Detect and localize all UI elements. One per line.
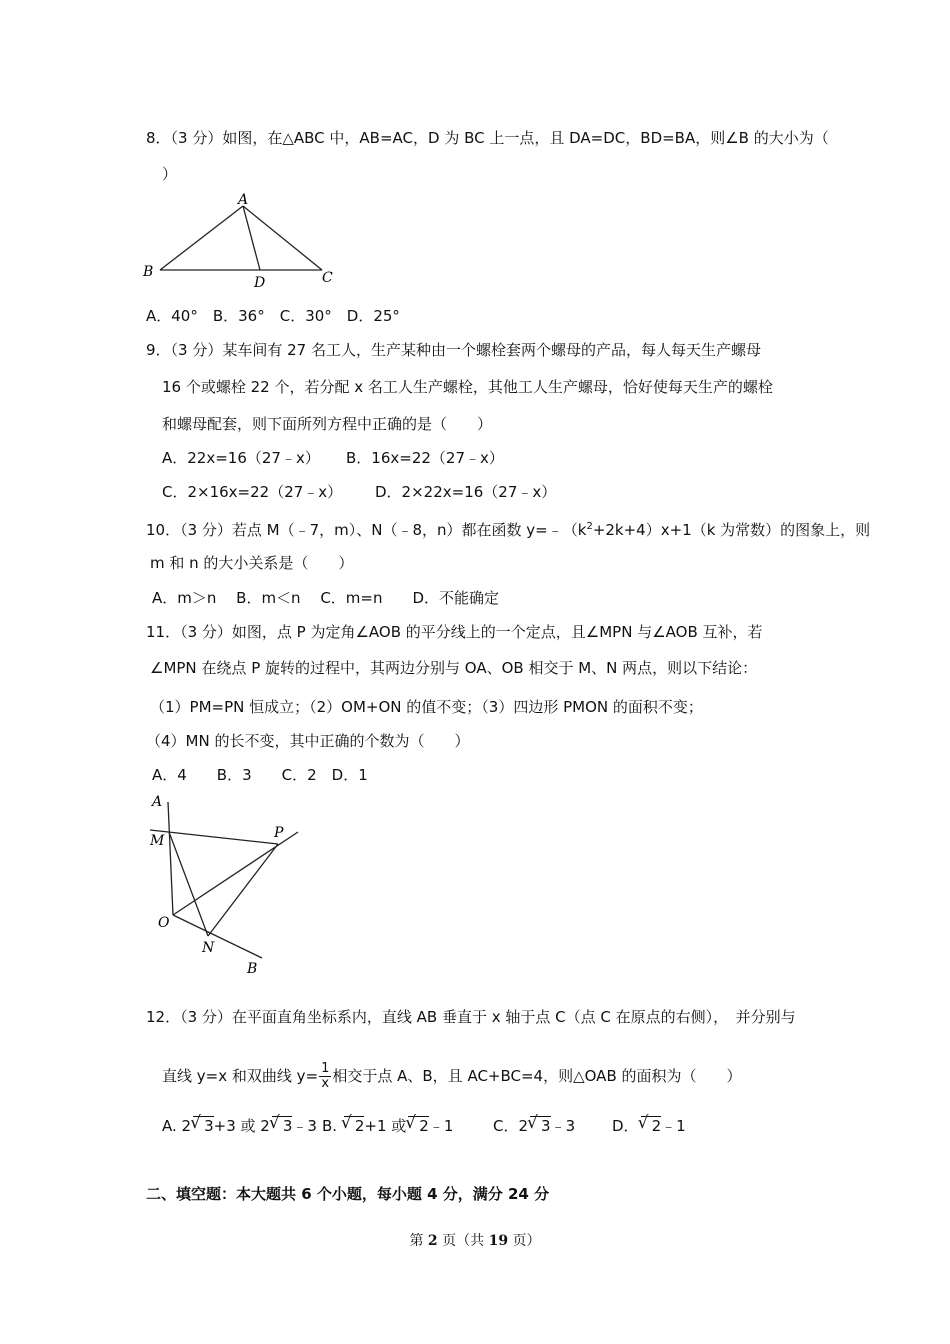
q11-bisector-op	[173, 832, 298, 915]
q12-option-a-root2: √ 3	[272, 1116, 293, 1135]
q8-label-b: B	[143, 264, 154, 280]
q12-line1: 12．（3 分）在平面直角坐标系内，直线 AB 垂直于 x 轴于点 C（点 C 在原点的右侧）， 并分别与	[146, 1008, 796, 1026]
q8-segment-ad	[243, 206, 260, 270]
q12-option-d-root: √ 2	[641, 1116, 662, 1135]
q12-option-b-root2: √ 2	[408, 1116, 429, 1135]
q11-segment-mn	[169, 832, 208, 936]
q9-option-b: B．16x=22（27﹣x）	[346, 449, 504, 467]
q9-option-a: A．22x=16（27﹣x）	[162, 449, 320, 467]
footer-prefix: 第	[409, 1233, 428, 1249]
q8-triangle-figure	[140, 190, 340, 290]
q11-options: A．4 B．3 C．2 D．1	[152, 766, 368, 784]
q9-option-d: D．2×22x=16（27﹣x）	[375, 483, 557, 501]
q10-line1-end: +2k+4）x+1（k 为常数）的图象上，则	[592, 521, 871, 539]
q8-line2: ）	[162, 165, 178, 183]
q11-label-o: O	[158, 915, 170, 931]
q12-option-a-root1: √ 3	[193, 1116, 214, 1135]
q12-option-a-post: ﹣3	[292, 1117, 317, 1135]
q11-label-n: N	[202, 940, 215, 956]
q12-option-b-post: ﹣1	[428, 1117, 454, 1135]
q11-ray-oa	[168, 802, 173, 915]
q11-label-b: B	[247, 961, 258, 977]
q9-option-c: C．2×16x=22（27﹣x）	[162, 483, 343, 501]
q12-fraction	[319, 1062, 331, 1091]
page-footer	[0, 1230, 950, 1250]
q12-option-d-post: ﹣1	[661, 1117, 686, 1135]
q12-option-c-pre: C．2	[493, 1117, 529, 1135]
q10-options: A．m＞n B．m＜n C．m=n D．不能确定	[152, 589, 500, 607]
q11-line2: ∠MPN 在绕点 P 旋转的过程中，其两边分别与 OA、OB 相交于 M、N 两点，则以下结论：	[150, 659, 758, 677]
q11-line3: （1）PM=PN 恒成立；（2）OM+ON 的值不变；（3）四边形 PMON 的面积不变；	[150, 698, 703, 716]
q12-fraction-numerator: 1	[321, 1061, 330, 1076]
q11-label-a: A	[152, 794, 163, 810]
footer-suffix: 页）	[508, 1233, 541, 1249]
q9-line2: 16 个或螺栓 22 个，若分配 x 名工人生产螺栓，其他工人生产螺母，恰好使每天生产的螺栓	[162, 378, 773, 396]
q8-line1: 8．（3 分）如图，在△ABC 中，AB=AC，D 为 BC 上一点，且 DA=DC，BD=BA，则∠B 的大小为（	[146, 129, 829, 147]
q12-option-b-pre: B.	[322, 1117, 338, 1135]
q11-angle-figure	[140, 790, 310, 985]
q12-option-d-pre: D．	[612, 1117, 639, 1135]
q11-label-m: M	[150, 833, 165, 849]
q12-option-c-post: ﹣3	[550, 1117, 576, 1135]
q12-line2-start: 直线 y=x 和双曲线 y=	[162, 1067, 319, 1085]
q10-line2: m 和 n 的大小关系是（ ）	[150, 554, 354, 572]
q12-fraction-denominator: x	[321, 1076, 330, 1091]
q12-line2-end: 相交于点 A、B，且 AC+BC=4，则△OAB 的面积为（ ）	[332, 1067, 742, 1085]
q12-option-b-mid: +1 或	[364, 1117, 407, 1135]
q10-line1-start: 10．（3 分）若点 M（﹣7，m）、N（﹣8，n）都在函数 y=﹣（k	[146, 521, 587, 539]
q12-option-b-root1: √ 2	[344, 1116, 365, 1135]
q10-line1	[146, 517, 870, 540]
q12-option-d	[612, 1116, 686, 1136]
q12-option-b	[322, 1116, 453, 1136]
q11-ray-ob	[173, 915, 262, 958]
q8-options: A．40° B．36° C．30° D．25°	[146, 307, 400, 325]
q12-option-a-pre: A. 2	[162, 1117, 192, 1135]
q12-option-a-mid: +3 或 2	[213, 1117, 270, 1135]
q11-segment-pn	[208, 844, 278, 936]
footer-total-pages: 19	[488, 1233, 509, 1249]
footer-page-number: 2	[427, 1233, 438, 1249]
q12-line2	[162, 1058, 742, 1094]
q11-line4: （4）MN 的长不变，其中正确的个数为（ ）	[146, 732, 470, 750]
q12-option-a	[162, 1116, 317, 1136]
section-2-heading: 二、填空题：本大题共 6 个小题，每小题 4 分，满分 24 分	[146, 1185, 550, 1203]
q11-label-p: P	[274, 825, 284, 841]
q9-line3: 和螺母配套，则下面所列方程中正确的是（ ）	[162, 415, 493, 433]
q10-superscript: 2	[586, 521, 593, 532]
footer-middle: 页（共	[437, 1233, 489, 1249]
q9-line1: 9．（3 分）某车间有 27 名工人，生产某种由一个螺栓套两个螺母的产品，每人每天生产螺母	[146, 341, 761, 359]
q8-side-ab	[160, 206, 243, 270]
q12-option-c	[493, 1116, 575, 1136]
q12-option-c-root: √ 3	[530, 1116, 551, 1135]
q11-line1: 11．（3 分）如图，点 P 为定角∠AOB 的平分线上的一个定点，且∠MPN 与∠AOB 互补，若	[146, 623, 763, 641]
q8-label-a: A	[238, 192, 249, 208]
q8-label-d: D	[254, 275, 266, 290]
q8-side-ac	[243, 206, 322, 270]
q8-label-c: C	[322, 270, 333, 286]
